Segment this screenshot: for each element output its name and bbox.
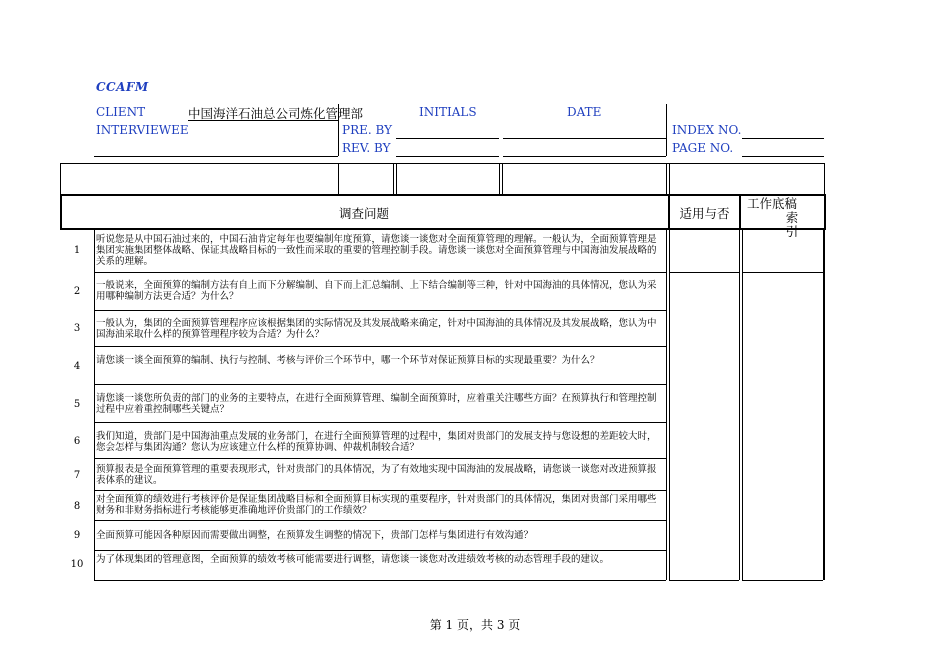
empty-row-border xyxy=(666,163,667,195)
question-text: 请您谈一谈全面预算的编制、执行与控制、考核与评价三个环节中，哪一个环节对保证预算目标的实现最重要？为什么？ xyxy=(96,355,600,366)
question-text: 对全面预算的绩效进行考核评价是保证集团战略目标和全面预算目标实现的重要程序，针对贵部门的具体情况，集团对贵部门采用哪些财务和非财务指标进行考核能够更准确地评价贵部门的工作绩效？ xyxy=(96,494,657,516)
row-number: 1 xyxy=(73,245,81,256)
client-label: CLIENT xyxy=(96,105,146,119)
empty-row-border xyxy=(669,163,670,195)
header-divider xyxy=(666,104,667,156)
pre-by-date-line xyxy=(503,138,666,139)
interviewee-line xyxy=(94,156,338,157)
row-number: 8 xyxy=(73,501,81,512)
company-logo: CCAFM xyxy=(96,80,149,94)
question-text: 请您谈一谈您所负责的部门的业务的主要特点，在进行全面预算管理、编制全面预算时，应着重关注哪些方面？在预算执行和管理控制过程中应着重控制哪些关键点？ xyxy=(96,393,657,415)
question-text: 我们知道，贵部门是中国海油重点发展的业务部门，在进行全面预算管理的过程中，集团对贵部门的发展支持与您设想的差距较大时，您会怎样与集团沟通？您认为应该建立什么样的预算协调、仲裁机制较合适？ xyxy=(96,431,657,453)
index-no-label: INDEX NO. xyxy=(672,123,742,137)
column-header-workpaper-line2: 索引 xyxy=(785,210,799,239)
column-header-question: 调查问题 xyxy=(338,206,389,221)
row-separator xyxy=(94,310,666,311)
empty-row-border xyxy=(338,163,339,195)
row-separator xyxy=(94,550,666,551)
page-no-label: PAGE NO. xyxy=(672,141,734,155)
interviewee-label: INTERVIEWEE xyxy=(96,123,189,137)
question-text: 听说您是从中国石油过来的，中国石油肯定每年也要编制年度预算，请您谈一谈您对全面预算管理的理解。一般认为，全面预算管理是集团实施集团整体战略、保证其战略目标的一致性而采取的重要的管理控制手段。请您谈一谈您对全面预算管理与中国海油发展战略的关系的理解。 xyxy=(96,234,657,267)
client-value: 中国海洋石油总公司炼化管理部 xyxy=(188,106,364,121)
row-separator xyxy=(94,422,666,423)
empty-row-border xyxy=(396,163,397,195)
row-number: 6 xyxy=(73,436,81,447)
header-divider xyxy=(338,104,339,156)
question-text: 一般认为，集团的全面预算管理程序应该根据集团的实际情况及其发展战略来确定，针对中国海油的具体情况及其发展战略，您认为中国海油采取什么样的预算管理程序较为合适？为什么？ xyxy=(96,318,657,340)
rev-by-label: REV. BY xyxy=(342,141,391,155)
row-separator xyxy=(94,490,666,491)
row-number: 10 xyxy=(70,559,84,570)
table-col-line xyxy=(739,228,740,580)
row-separator xyxy=(94,272,666,273)
row-number: 4 xyxy=(73,361,81,372)
row-number: 2 xyxy=(73,286,81,297)
rev-by-date-line xyxy=(503,156,666,157)
rev-by-initials-line xyxy=(396,156,499,157)
question-text: 预算报表是全面预算管理的重要表现形式，针对贵部门的具体情况，为了有效地实现中国海油的发展战略，请您谈一谈您对改进预算报表体系的建议。 xyxy=(96,464,657,486)
empty-row-border xyxy=(393,163,394,195)
column-header-applicable: 适用与否 xyxy=(679,206,730,221)
pre-by-initials-line xyxy=(396,138,499,139)
empty-row-border xyxy=(60,163,61,195)
page-no-line xyxy=(742,156,824,157)
table-col-line xyxy=(94,228,95,580)
row-separator xyxy=(94,346,666,347)
question-text: 全面预算可能因各种原因而需要做出调整，在预算发生调整的情况下，贵部门怎样与集团进行有效沟通？ xyxy=(96,530,534,541)
empty-row-border xyxy=(824,163,825,195)
table-col-line xyxy=(666,228,667,580)
question-text: 一般说来，全面预算的编制方法有自上而下分解编制、自下而上汇总编制、上下结合编制等三种，针对中国海油的具体情况，您认为采用哪种编制方法更合适？为什么？ xyxy=(96,280,657,302)
empty-row-top xyxy=(60,163,825,164)
page-footer: 第 1 页，共 3 页 xyxy=(429,618,521,632)
row-separator xyxy=(742,272,823,273)
row-separator xyxy=(94,384,666,385)
column-header-workpaper-line1: 工作底稿 xyxy=(746,196,797,211)
row-separator xyxy=(669,272,739,273)
table-col-line xyxy=(669,228,670,580)
table-right-border xyxy=(823,228,825,580)
date-label: DATE xyxy=(567,105,602,119)
table-col-line xyxy=(742,228,743,580)
row-separator xyxy=(742,580,823,581)
row-number: 3 xyxy=(73,323,81,334)
column-header-workpaper xyxy=(741,197,803,239)
row-number: 9 xyxy=(73,530,81,541)
row-number: 5 xyxy=(73,399,81,410)
pre-by-label: PRE. BY xyxy=(342,123,393,137)
question-text: 为了体现集团的管理意图，全面预算的绩效考核可能需要进行调整，请您谈一谈您对改进绩效考核的动态管理手段的建议。 xyxy=(96,554,610,565)
client-underline xyxy=(188,120,338,121)
row-number: 7 xyxy=(73,470,81,481)
row-separator xyxy=(94,520,666,521)
row-separator xyxy=(669,580,739,581)
row-separator xyxy=(94,580,666,581)
empty-row-border xyxy=(499,163,500,195)
initials-label: INITIALS xyxy=(419,105,477,119)
index-no-line xyxy=(742,138,824,139)
row-separator xyxy=(94,458,666,459)
empty-row-border xyxy=(502,163,503,195)
